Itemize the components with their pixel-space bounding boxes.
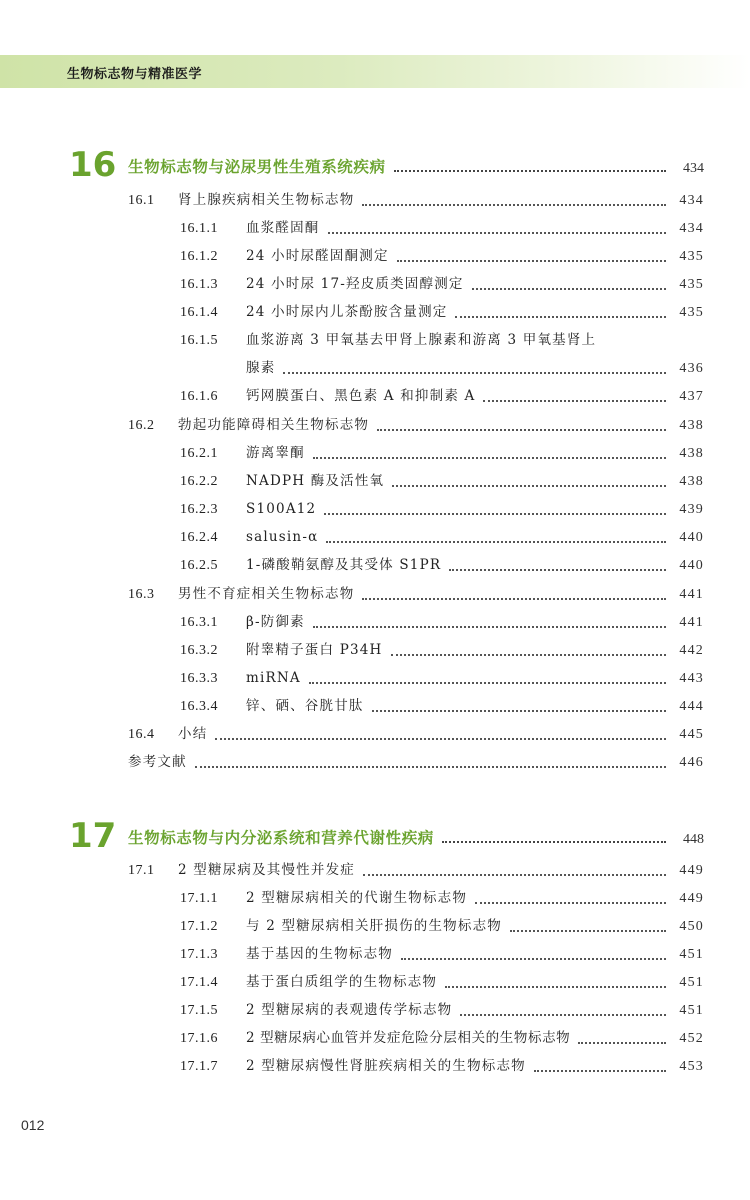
- section-title: 24 小时尿内儿茶酚胺含量测定: [246, 304, 448, 320]
- section-number: 16.2.5: [180, 558, 218, 573]
- dot-leader: [578, 1041, 666, 1044]
- section-page: 434: [679, 193, 704, 208]
- section-number: 16.1.2: [180, 249, 218, 264]
- page-number: 012: [21, 1117, 45, 1133]
- chapter-16-heading[interactable]: [0, 147, 750, 187]
- section-number: 16.1.1: [180, 221, 218, 236]
- dot-leader: [362, 203, 666, 206]
- section-number: 17.1.2: [180, 919, 218, 934]
- section-title: 2 型糖尿病相关的代谢生物标志物: [246, 890, 468, 906]
- toc-entry-16-3-4[interactable]: [180, 696, 704, 717]
- toc-entry-16-1-2[interactable]: [180, 246, 704, 267]
- dot-leader: [510, 929, 666, 932]
- toc-entry-17-1[interactable]: [128, 860, 704, 881]
- running-header-title: 生物标志物与精准医学: [67, 67, 203, 82]
- section-number: 17.1.3: [180, 947, 218, 962]
- section-number: 16.1: [128, 193, 155, 208]
- toc-entry-17-1-6[interactable]: [180, 1028, 704, 1049]
- section-title: 1-磷酸鞘氨醇及其受体 S1PR: [246, 557, 442, 573]
- dot-leader: [455, 315, 666, 318]
- toc-entry-references-16[interactable]: [128, 752, 704, 773]
- toc-entry-17-1-2[interactable]: [180, 916, 704, 937]
- dot-leader: [445, 985, 666, 988]
- section-number: 16.4: [128, 727, 155, 742]
- section-number: 16.2.1: [180, 446, 218, 461]
- dot-leader: [401, 957, 666, 960]
- section-page: 446: [679, 755, 704, 770]
- section-number: 16.2: [128, 418, 155, 433]
- section-page: 435: [679, 249, 704, 264]
- section-title: 勃起功能障碍相关生物标志物: [178, 417, 370, 433]
- dot-leader: [313, 456, 666, 459]
- section-page: 442: [679, 643, 704, 658]
- section-title: 游离睾酮: [246, 445, 305, 461]
- section-title: 24 小时尿醛固酮测定: [246, 248, 389, 264]
- section-title: 附睾精子蛋白 P34H: [246, 642, 383, 658]
- section-title: S100A12: [246, 501, 317, 517]
- dot-leader: [283, 371, 666, 374]
- section-number: 16.1.4: [180, 305, 218, 320]
- section-page: 441: [679, 615, 704, 630]
- chapter-page: 448: [683, 832, 704, 847]
- section-number: 16.3.2: [180, 643, 218, 658]
- dot-leader: [362, 597, 666, 600]
- dot-leader: [372, 709, 666, 712]
- section-number: 17.1.1: [180, 891, 218, 906]
- section-title: 与 2 型糖尿病相关肝损伤的生物标志物: [246, 918, 502, 934]
- chapter-number: 16: [69, 145, 117, 185]
- dot-leader: [326, 540, 666, 543]
- toc-entry-16-1-5-continued[interactable]: [246, 358, 704, 379]
- toc-entry-16-2-2[interactable]: [180, 471, 704, 492]
- toc-entry-16-2-1[interactable]: [180, 443, 704, 464]
- dot-leader: [534, 1069, 666, 1072]
- section-page: 443: [679, 671, 704, 686]
- section-page: 445: [679, 727, 704, 742]
- toc-entry-17-1-5[interactable]: [180, 1000, 704, 1021]
- section-title: 血浆醛固酮: [246, 220, 320, 236]
- section-number: 17.1.5: [180, 1003, 218, 1018]
- toc-entry-16-1[interactable]: [128, 190, 704, 211]
- section-page: 438: [679, 446, 704, 461]
- section-title: 2 型糖尿病及其慢性并发症: [178, 862, 355, 878]
- section-title: 基于蛋白质组学的生物标志物: [246, 974, 438, 990]
- toc-entry-17-1-4[interactable]: [180, 972, 704, 993]
- section-page: 436: [679, 361, 704, 376]
- toc-entry-16-2-5[interactable]: [180, 555, 704, 576]
- section-title: 钙网膜蛋白、黑色素 A 和抑制素 A: [246, 388, 476, 404]
- section-number: 16.3: [128, 587, 155, 602]
- toc-entry-16-2-3[interactable]: [180, 499, 704, 520]
- dot-leader: [449, 568, 666, 571]
- dot-leader: [215, 737, 666, 740]
- toc-entry-16-3-3[interactable]: [180, 668, 704, 689]
- chapter-title: 生物标志物与内分泌系统和营养代谢性疾病: [128, 829, 434, 847]
- toc-entry-16-3-1[interactable]: [180, 612, 704, 633]
- section-title: 血浆游离 3 甲氧基去甲肾上腺素和游离 3 甲氧基肾上: [246, 332, 597, 348]
- dot-leader: [397, 259, 666, 262]
- toc-entry-16-1-6[interactable]: [180, 386, 704, 407]
- section-page: 438: [679, 418, 704, 433]
- section-title: 男性不育症相关生物标志物: [178, 586, 355, 602]
- toc-entry-17-1-7[interactable]: [180, 1056, 704, 1077]
- section-page: 453: [679, 1059, 704, 1074]
- section-page: 438: [679, 474, 704, 489]
- section-page: 449: [679, 891, 704, 906]
- section-number: 16.1.3: [180, 277, 218, 292]
- dot-leader: [324, 512, 666, 515]
- toc-entry-16-1-1[interactable]: [180, 218, 704, 239]
- section-number: 16.3.4: [180, 699, 218, 714]
- toc-entry-16-4[interactable]: [128, 724, 704, 745]
- section-title: 2 型糖尿病的表观遗传学标志物: [246, 1002, 453, 1018]
- section-title-continued: 腺素: [246, 360, 276, 376]
- section-page: 452: [679, 1031, 704, 1046]
- toc-entry-16-1-4[interactable]: [180, 302, 704, 323]
- dot-leader: [483, 399, 666, 402]
- section-number: 16.2.4: [180, 530, 218, 545]
- dot-leader: [391, 653, 666, 656]
- chapter-17-heading[interactable]: [0, 818, 750, 858]
- section-page: 435: [679, 305, 704, 320]
- section-title: 2 型糖尿病心血管并发症危险分层相关的生物标志物: [246, 1030, 571, 1046]
- section-number: 16.2.2: [180, 474, 218, 489]
- toc-entry-16-2[interactable]: [128, 415, 704, 436]
- section-page: 451: [679, 947, 704, 962]
- section-page: 450: [679, 919, 704, 934]
- toc-entry-16-3[interactable]: [128, 584, 704, 605]
- dot-leader: [328, 231, 667, 234]
- section-page: 449: [679, 863, 704, 878]
- dot-leader: [309, 681, 666, 684]
- section-page: 441: [679, 587, 704, 602]
- section-number: 16.1.6: [180, 389, 218, 404]
- running-header: [0, 55, 750, 88]
- toc-entry-16-1-3[interactable]: [180, 274, 704, 295]
- dot-leader: [460, 1013, 666, 1016]
- toc-entry-16-3-2[interactable]: [180, 640, 704, 661]
- section-title: 锌、硒、谷胱甘肽: [246, 698, 364, 714]
- section-number: 16.2.3: [180, 502, 218, 517]
- section-number: 16.1.5: [180, 333, 218, 348]
- section-title: 肾上腺疾病相关生物标志物: [178, 192, 355, 208]
- dot-leader: [475, 901, 666, 904]
- section-page: 440: [679, 558, 704, 573]
- section-title: salusin-α: [246, 529, 319, 545]
- dot-leader: [394, 169, 666, 172]
- chapter-number: 17: [69, 816, 117, 856]
- section-page: 451: [679, 1003, 704, 1018]
- section-page: 437: [679, 389, 704, 404]
- toc-entry-17-1-1[interactable]: [180, 888, 704, 909]
- section-page: 451: [679, 975, 704, 990]
- section-page: 444: [679, 699, 704, 714]
- section-title: 2 型糖尿病慢性肾脏疾病相关的生物标志物: [246, 1058, 526, 1074]
- section-number: 17.1: [128, 863, 155, 878]
- dot-leader: [392, 484, 666, 487]
- dot-leader: [472, 287, 666, 290]
- section-title: miRNA: [246, 670, 301, 686]
- dot-leader: [442, 840, 666, 843]
- section-title: 参考文献: [128, 754, 187, 770]
- section-page: 434: [679, 221, 704, 236]
- section-number: 17.1.7: [180, 1059, 218, 1074]
- chapter-title: 生物标志物与泌尿男性生殖系统疾病: [128, 158, 386, 176]
- dot-leader: [313, 625, 666, 628]
- section-number: 17.1.4: [180, 975, 218, 990]
- section-page: 435: [679, 277, 704, 292]
- dot-leader: [363, 873, 666, 876]
- toc-entry-16-1-5[interactable]: [180, 330, 704, 351]
- section-title: 24 小时尿 17-羟皮质类固醇测定: [246, 276, 464, 292]
- section-title: β-防御素: [246, 614, 305, 630]
- toc-entry-17-1-3[interactable]: [180, 944, 704, 965]
- dot-leader: [195, 765, 666, 768]
- section-number: 16.3.3: [180, 671, 218, 686]
- section-page: 440: [679, 530, 704, 545]
- toc-entry-16-2-4[interactable]: [180, 527, 704, 548]
- section-title: 基于基因的生物标志物: [246, 946, 393, 962]
- chapter-page: 434: [683, 161, 704, 176]
- section-page: 439: [679, 502, 704, 517]
- section-number: 17.1.6: [180, 1031, 218, 1046]
- section-title: NADPH 酶及活性氧: [246, 473, 385, 489]
- dot-leader: [377, 428, 666, 431]
- section-title: 小结: [178, 726, 208, 742]
- section-number: 16.3.1: [180, 615, 218, 630]
